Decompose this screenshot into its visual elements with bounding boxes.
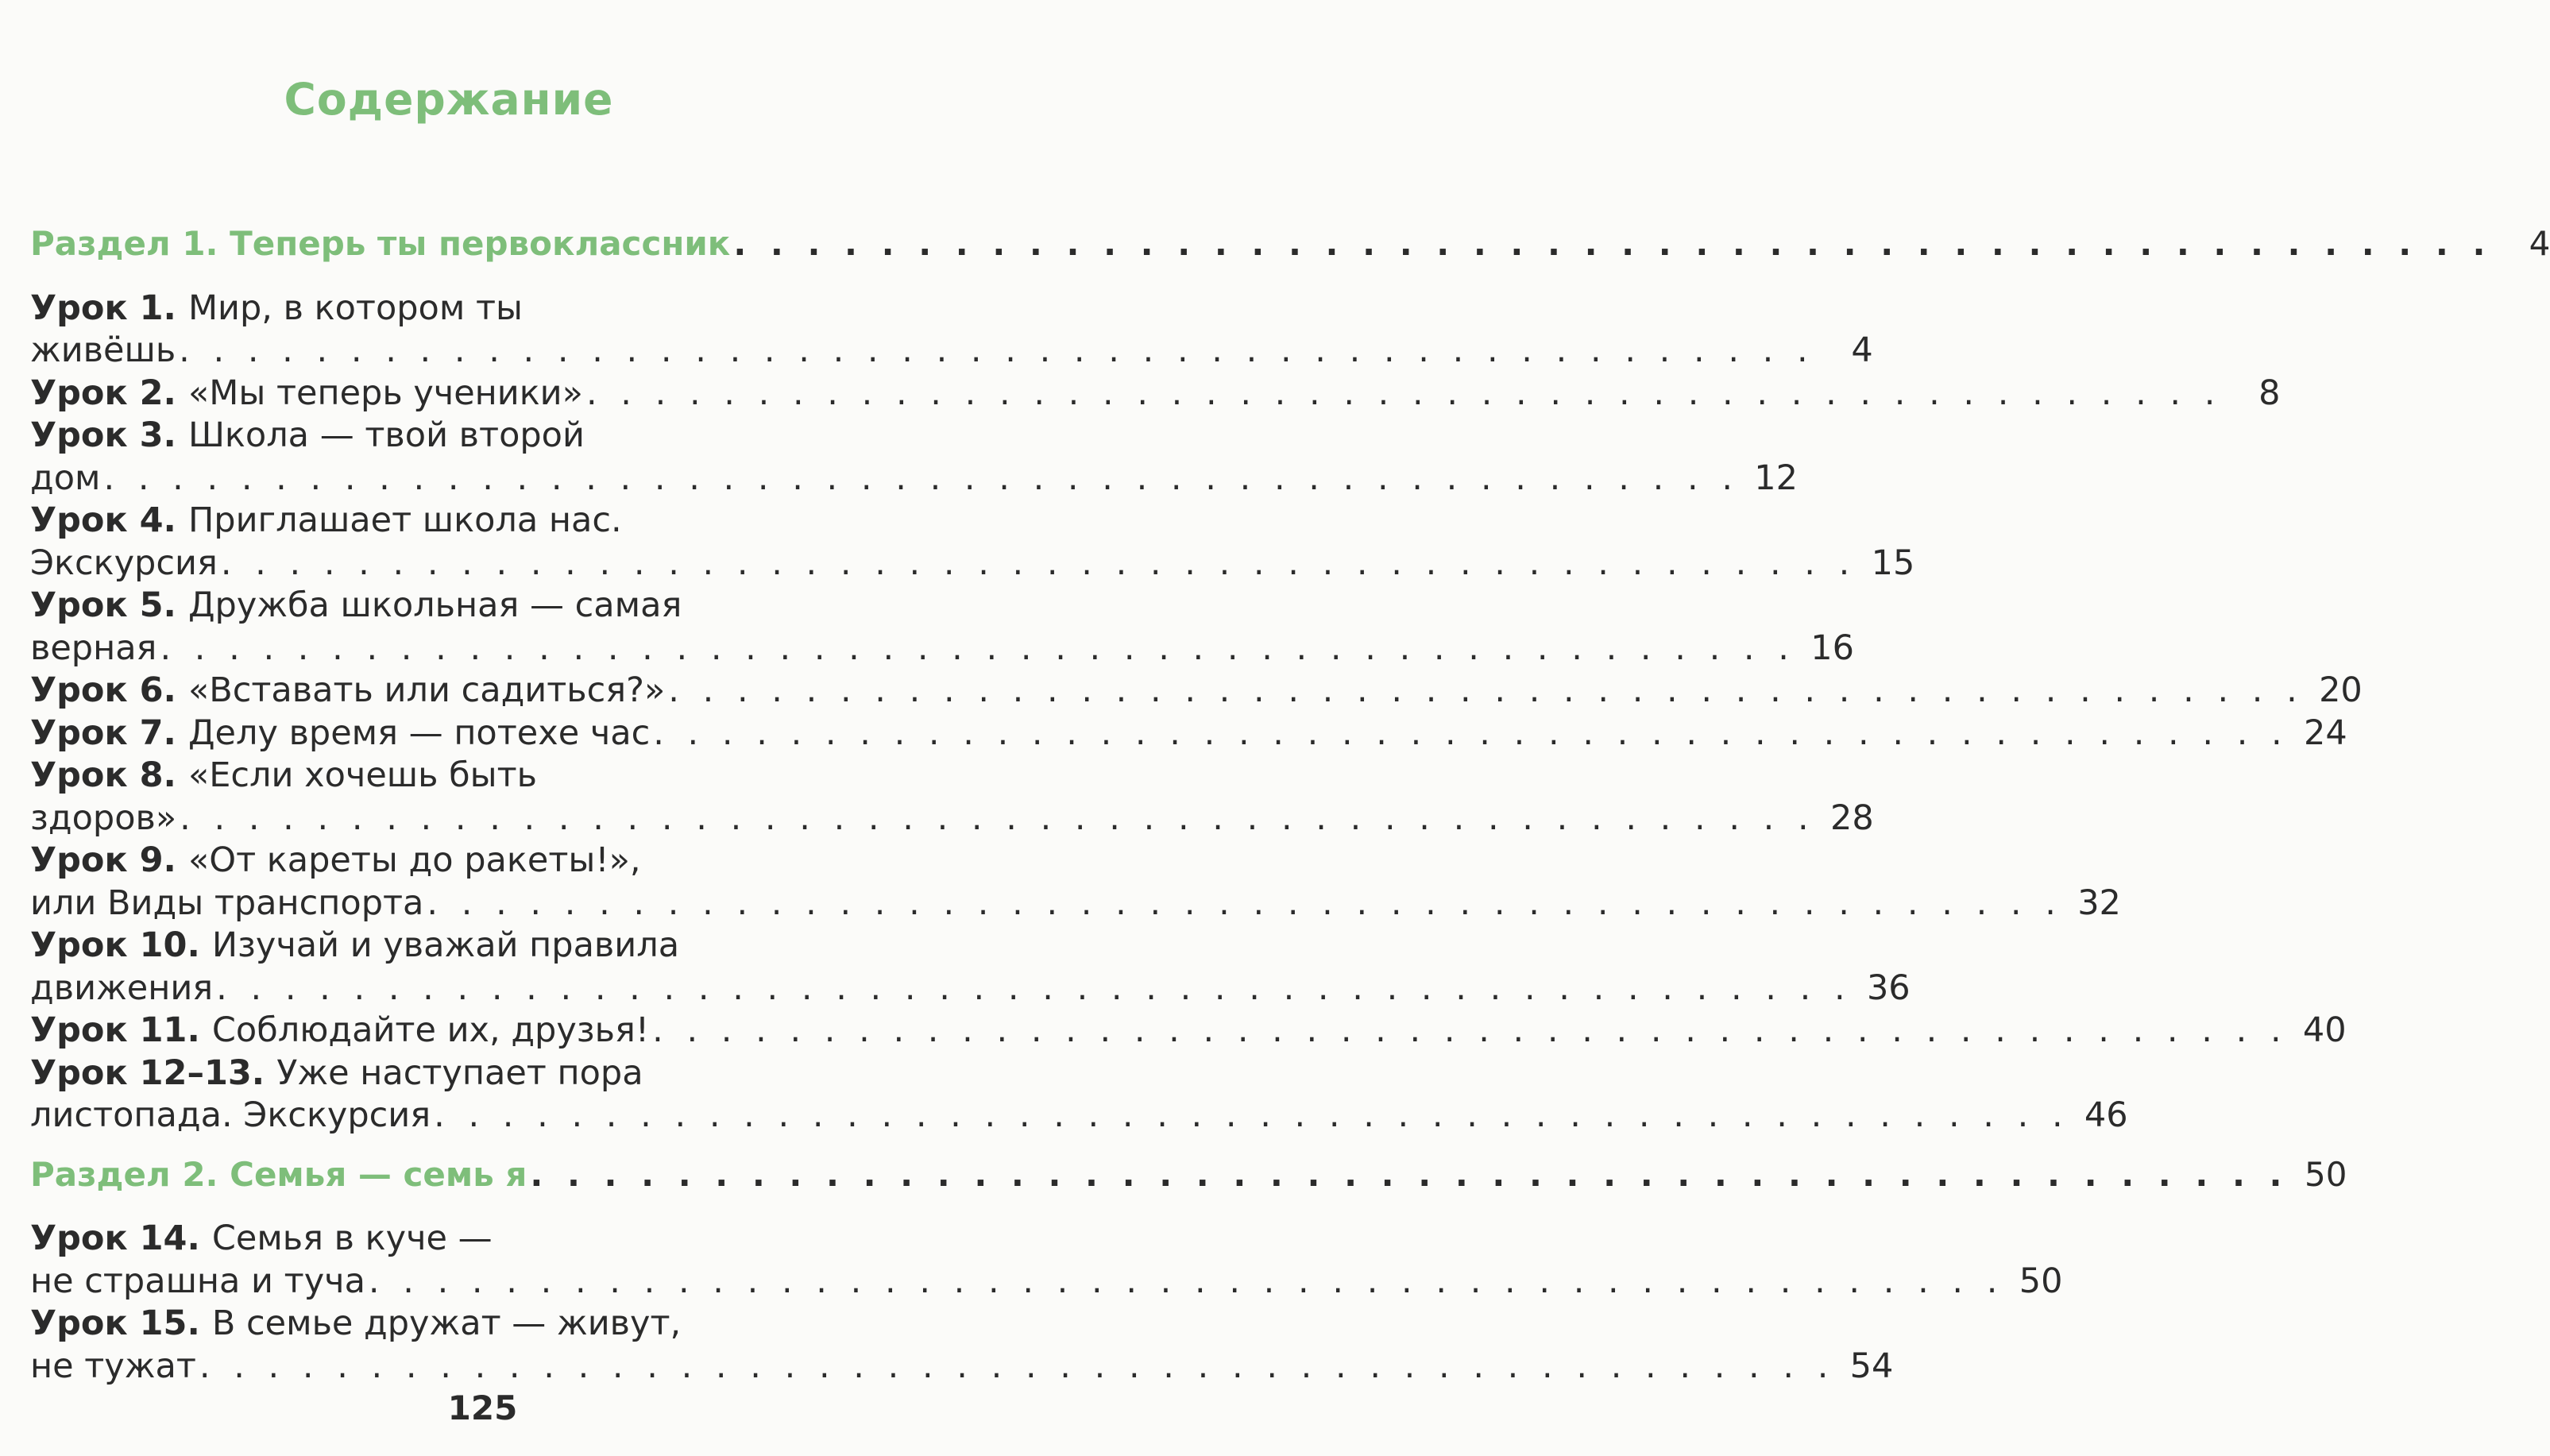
lesson-title: дом	[30, 458, 101, 498]
lesson-title: «Вставать или садиться?»	[187, 670, 666, 710]
lesson-text	[30, 288, 523, 330]
lesson-title: или Виды транспорта	[30, 882, 424, 923]
dot-leader: . . . . . . . . . . . . . . . . . . . . . . . . . . . . . . . . . . . . . . . . . . . . . . . .	[160, 628, 1795, 668]
lesson-text	[30, 458, 100, 500]
toc-line	[30, 798, 1874, 840]
lesson-title: верная	[30, 628, 157, 668]
page-ref: 24	[2304, 713, 2347, 753]
lesson-text	[30, 713, 650, 755]
toc-line	[30, 1346, 1894, 1388]
page-ref: 8	[2258, 373, 2281, 413]
lesson-text	[30, 840, 641, 882]
lesson-title: живёшь	[30, 330, 176, 370]
lesson-number: Урок 12–13.	[30, 1052, 265, 1093]
lesson-number: Урок 3.	[30, 415, 176, 455]
toc-line	[30, 840, 868, 882]
toc-line	[30, 288, 868, 330]
lesson-title: движения	[30, 967, 214, 1008]
lesson-entry	[30, 1303, 1894, 1388]
toc-line	[30, 222, 2550, 265]
lesson-entry	[30, 1052, 2128, 1137]
section-title: Раздел 1. Теперь ты первоклассник	[30, 224, 731, 263]
lesson-title: Соблюдайте их, друзья!	[211, 1010, 650, 1050]
lesson-title: «От кареты до ракеты!»,	[187, 840, 641, 880]
page-ref: 50	[2305, 1154, 2347, 1194]
lesson-number: Урок 9.	[30, 840, 176, 880]
lesson-entry	[30, 373, 2281, 415]
lesson-entry	[30, 925, 1911, 1010]
section-heading	[30, 222, 2550, 265]
lesson-title: листопада. Экскурсия	[30, 1095, 431, 1135]
lesson-title: Дружба школьная — самая	[187, 585, 682, 625]
section-spacer	[30, 1137, 868, 1153]
dot-leader: . . . . . . . . . . . . . . . . . . . . . . . . . . . . . . . . . . . . . . . . . . . . . . . .	[668, 670, 2304, 710]
table-of-contents	[30, 222, 2550, 1388]
lesson-title: Школа — твой второй	[187, 415, 585, 455]
dot-leader: . . . . . . . . . . . . . . . . . . . . . . . . . . . . . . . . . . . . . . . . . . . . . . . .	[434, 1095, 2069, 1135]
lesson-entry	[30, 670, 2363, 713]
toc-line	[30, 373, 2281, 415]
lesson-title: В семье дружат — живут,	[211, 1303, 682, 1343]
lesson-entry	[30, 415, 1798, 500]
lesson-text	[30, 1010, 649, 1052]
lesson-text	[30, 373, 583, 415]
lesson-text	[30, 967, 213, 1010]
lesson-number: Урок 6.	[30, 670, 176, 710]
dot-leader: . . . . . . . . . . . . . . . . . . . . . . . . . . . . . . . . . . . . . . . . . . . . . . . .	[179, 330, 1814, 370]
dot-leader: . . . . . . . . . . . . . . . . . . . . . . . . . . . . . . . . . . . . . . . . . . . . . . . .	[180, 798, 1815, 838]
dot-leader: . . . . . . . . . . . . . . . . . . . . . . . . . . . . . . . . . . . . . . . . . . . . . . . .	[199, 1346, 1835, 1386]
page-ref: 4	[2529, 224, 2550, 263]
page-ref: 46	[2084, 1095, 2128, 1135]
toc-line	[30, 500, 868, 543]
dot-leader: . . . . . . . . . . . . . . . . . . . . . . . . . . . . . . . . . . . . . . . . . . . . . . . .	[653, 713, 2289, 753]
lesson-number: Урок 2.	[30, 373, 176, 413]
page-ref: 28	[1829, 798, 1874, 838]
page-ref: 54	[1849, 1346, 1894, 1386]
dot-leader: . . . . . . . . . . . . . . . . . . . . . . . . . . . . . . . . . . . . . . . . . . . . . . . .	[368, 1261, 2004, 1301]
toc-line	[30, 1218, 868, 1261]
page-ref: 36	[1866, 967, 1911, 1008]
lesson-text	[30, 1218, 493, 1261]
section-spacer	[30, 1195, 868, 1218]
lesson-title: не тужат	[30, 1346, 196, 1386]
lesson-title: Изучай и уважай правила	[211, 925, 680, 965]
toc-line	[30, 1153, 2347, 1196]
page-ref: 4	[1851, 330, 1873, 370]
lesson-number: Урок 7.	[30, 713, 176, 753]
page-ref: 16	[1810, 628, 1854, 668]
dot-leader: . . . . . . . . . . . . . . . . . . . . . . . . . . . . . . . . . . . . . . . . . . . . . . . .	[427, 882, 2062, 923]
lesson-text	[30, 798, 176, 840]
page-ref: 32	[2077, 882, 2121, 923]
lesson-title: Экскурсия	[30, 543, 218, 583]
page-number: 125	[447, 1388, 518, 1427]
lesson-text	[30, 882, 423, 925]
lesson-number: Урок 11.	[30, 1010, 200, 1050]
lesson-number: Урок 4.	[30, 500, 176, 540]
lesson-title: Мир, в котором ты	[187, 288, 523, 328]
section-title: Раздел 2. Семья — семь я	[30, 1154, 527, 1194]
lesson-entry	[30, 840, 2121, 925]
dot-leader: . . . . . . . . . . . . . . . . . . . . . . . . . . . . . . . . . . . . . . . . . . . . . . . .	[733, 224, 2492, 263]
lesson-text	[30, 1052, 643, 1095]
lesson-text	[30, 628, 156, 670]
toc-line	[30, 670, 2363, 713]
lesson-number: Урок 14.	[30, 1218, 200, 1258]
lesson-entry	[30, 755, 1874, 840]
lesson-text	[30, 670, 665, 713]
lesson-title: Уже наступает пора	[276, 1052, 643, 1093]
dot-leader: . . . . . . . . . . . . . . . . . . . . . . . . . . . . . . . . . . . . . . . . . . . . . . . .	[103, 458, 1739, 498]
toc-line	[30, 713, 2347, 755]
section-heading	[30, 1153, 2347, 1196]
lesson-entry	[30, 1218, 2063, 1303]
lesson-title: Приглашает школа нас.	[187, 500, 622, 540]
dot-leader: . . . . . . . . . . . . . . . . . . . . . . . . . . . . . . . . . . . . . . . . . . . . . . . .	[530, 1154, 2289, 1194]
lesson-title: не страшна и туча	[30, 1261, 365, 1301]
lesson-title: здоров»	[30, 798, 177, 838]
dot-leader: . . . . . . . . . . . . . . . . . . . . . . . . . . . . . . . . . . . . . . . . . . . . . . . .	[585, 373, 2222, 413]
toc-line	[30, 415, 868, 458]
toc-line	[30, 458, 1798, 500]
page-ref: 20	[2319, 670, 2363, 710]
lesson-entry	[30, 713, 2347, 755]
page-ref: 15	[1871, 543, 1915, 583]
lesson-text	[30, 755, 537, 798]
lesson-text	[30, 1303, 681, 1346]
lesson-text	[30, 330, 176, 373]
page-ref: 12	[1754, 458, 1798, 498]
toc-line	[30, 585, 868, 628]
lesson-title: «Мы теперь ученики»	[187, 373, 583, 413]
lesson-text	[30, 1346, 196, 1388]
dot-leader: . . . . . . . . . . . . . . . . . . . . . . . . . . . . . . . . . . . . . . . . . . . . . . . .	[652, 1010, 2288, 1050]
lesson-text	[30, 500, 622, 543]
lesson-title: Делу время — потехе час	[187, 713, 651, 753]
dot-leader: . . . . . . . . . . . . . . . . . . . . . . . . . . . . . . . . . . . . . . . . . . . . . . . .	[216, 967, 1852, 1008]
page-ref: 50	[2019, 1261, 2063, 1301]
lesson-number: Урок 8.	[30, 755, 176, 795]
lesson-number: Урок 15.	[30, 1303, 200, 1343]
section-spacer	[30, 265, 868, 288]
toc-line	[30, 882, 2121, 925]
toc-line	[30, 628, 1854, 670]
lesson-title: «Если хочешь быть	[187, 755, 537, 795]
lesson-entry	[30, 585, 1854, 670]
dot-leader: . . . . . . . . . . . . . . . . . . . . . . . . . . . . . . . . . . . . . . . . . . . . . . . .	[220, 543, 1856, 583]
lesson-text	[30, 415, 585, 458]
toc-line	[30, 1052, 868, 1095]
lesson-text	[30, 925, 679, 967]
lesson-number: Урок 10.	[30, 925, 200, 965]
toc-line	[30, 1303, 868, 1346]
lesson-entry	[30, 500, 1915, 585]
toc-line	[30, 1010, 2347, 1052]
toc-line	[30, 1095, 2128, 1137]
lesson-text	[30, 1261, 365, 1303]
lesson-number: Урок 1.	[30, 288, 176, 328]
lesson-text	[30, 543, 218, 585]
lesson-number: Урок 5.	[30, 585, 176, 625]
page-ref: 40	[2302, 1010, 2347, 1050]
toc-line	[30, 967, 1911, 1010]
lesson-text	[30, 585, 682, 628]
lesson-text	[30, 1095, 431, 1137]
lesson-entry	[30, 288, 1873, 373]
lesson-title: Семья в куче —	[211, 1218, 493, 1258]
toc-line	[30, 925, 868, 967]
toc-line	[30, 330, 1873, 373]
page-title: Содержание	[284, 74, 614, 125]
toc-line	[30, 755, 868, 798]
lesson-entry	[30, 1010, 2347, 1052]
toc-line	[30, 543, 1915, 585]
toc-line	[30, 1261, 2063, 1303]
